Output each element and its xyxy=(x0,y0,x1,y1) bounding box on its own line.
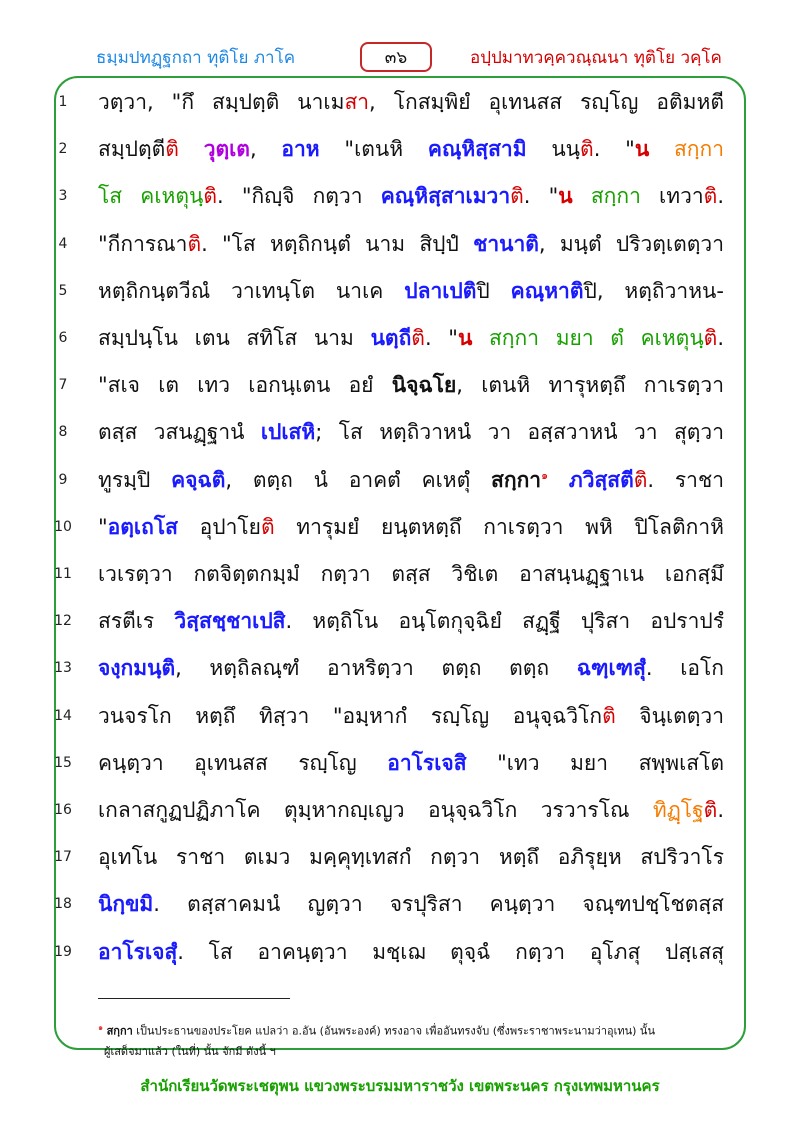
page-number: ๓๖ xyxy=(384,47,408,68)
footnote-text-line2: ผู้เสด็จมาแล้ว (ในที่) นั้น จักมี ดังนี้ ฯ xyxy=(104,1044,276,1058)
line-text xyxy=(98,558,724,591)
text-segment: . xyxy=(717,798,724,822)
text-segment: . " xyxy=(424,326,458,350)
line-text xyxy=(98,936,724,969)
emphasis-word: น xyxy=(634,137,650,162)
emphasis-word: ติ xyxy=(703,798,718,822)
emphasis-word: มยา ตํ คเหตุนฺ xyxy=(539,326,704,350)
line-number: 7 xyxy=(58,377,68,394)
line-number: 12 xyxy=(54,613,72,630)
emphasis-word: วุตฺเต xyxy=(203,137,250,162)
line-text xyxy=(98,416,724,449)
footnote-mark: ๑ xyxy=(98,1023,104,1032)
line-number: 3 xyxy=(58,188,68,205)
footnote-term: สกฺกา xyxy=(106,1024,133,1038)
line-number: 19 xyxy=(54,943,72,960)
text-line xyxy=(0,127,800,173)
text-line xyxy=(0,363,800,409)
line-number: 11 xyxy=(54,566,72,582)
emphasis-word: ติ xyxy=(703,326,718,350)
line-text xyxy=(98,605,724,638)
text-segment: . xyxy=(717,184,724,209)
emphasis-word: คณฺหิสฺสาเมวา xyxy=(380,184,511,209)
line-text xyxy=(98,86,724,119)
line-text xyxy=(98,652,724,685)
text-segment: . xyxy=(717,326,724,350)
header-chapter-title: อปฺปมาทวคฺควณฺณนา ทุติโย วคฺโค xyxy=(470,48,722,68)
text-line xyxy=(0,222,800,268)
emphasis-word: สกฺกา xyxy=(488,326,540,350)
footnote xyxy=(98,1018,718,1062)
text-line xyxy=(0,788,800,834)
line-number: 9 xyxy=(58,471,68,488)
text-segment: วนจรโก หตฺถึ ทิสฺวา "อมฺหากํ รญฺโญ อนุจฺฉวิโก xyxy=(98,703,603,728)
emphasis-word: อาโรเจสิ xyxy=(387,750,467,775)
line-number: 4 xyxy=(58,235,68,252)
emphasis-word: คจฺฉติ xyxy=(171,467,226,492)
line-number: 14 xyxy=(54,707,72,724)
text-segment xyxy=(573,184,591,208)
line-number: 1 xyxy=(58,94,68,110)
text-segment: "กีการณา xyxy=(98,231,188,256)
text-segment xyxy=(472,326,489,350)
emphasis-word: วิสฺสชฺชาเปสิ xyxy=(174,609,286,634)
emphasis-word: ทิฏฺโฐ xyxy=(652,798,704,822)
text-segment: เทวา xyxy=(640,184,704,209)
text-segment: ตสฺส วสนฏฺฐานํ xyxy=(98,420,261,445)
emphasis-word: น xyxy=(558,184,573,209)
emphasis-word: ภวิสฺสตี xyxy=(568,467,634,492)
text-line xyxy=(0,930,800,976)
text-segment: " xyxy=(98,514,108,539)
text-segment: . " xyxy=(523,184,559,209)
text-segment: คนฺตฺวา อุเทนสส รญฺโญ xyxy=(98,750,388,775)
text-segment: สรตีเร xyxy=(98,609,175,634)
emphasis-word: ติ xyxy=(203,184,217,209)
line-text xyxy=(98,841,724,874)
emphasis-word: ปลาเปติ xyxy=(404,278,477,303)
text-segment: นนฺ xyxy=(526,137,581,162)
text-segment: . ราชา xyxy=(647,467,724,492)
text-segment: . ตสฺสาคมนํ ญตฺวา จรปุริสา คนฺตฺวา จณฺฑปชฺโชตสฺส xyxy=(153,892,724,917)
line-text xyxy=(98,228,724,261)
emphasis-word: ติ xyxy=(187,231,202,256)
text-segment: ปิ, หตฺถิวาหน- xyxy=(583,278,724,303)
emphasis-word: นตฺถี xyxy=(370,326,412,350)
line-text xyxy=(98,747,724,780)
line-text xyxy=(98,888,724,921)
text-segment: , มนฺตํ ปริวตฺเตตฺวา xyxy=(538,231,724,256)
text-line xyxy=(0,174,800,220)
emphasis-word: ติ xyxy=(411,326,425,350)
emphasis-word: อาโรเจสุํ xyxy=(98,939,178,964)
line-number: 16 xyxy=(54,802,72,818)
text-line xyxy=(0,505,800,551)
line-number: 10 xyxy=(54,518,72,535)
emphasis-word: ติ xyxy=(165,137,179,162)
text-segment: ทูรมฺปิ xyxy=(98,467,172,492)
emphasis-word: นิกฺขมิ xyxy=(98,892,154,917)
emphasis-word: นิจฺฉโย xyxy=(391,373,457,398)
line-number: 2 xyxy=(58,141,68,158)
text-segment: . "กิญฺจิ กตฺวา xyxy=(216,184,381,209)
line-number: 15 xyxy=(54,754,72,771)
text-line xyxy=(0,410,800,456)
page-number-badge xyxy=(360,42,432,72)
emphasis-word: คณฺหิสฺสามิ xyxy=(427,137,527,162)
emphasis-word: น xyxy=(457,326,473,350)
line-text xyxy=(98,794,724,827)
emphasis-word: ติ xyxy=(703,184,718,209)
text-segment xyxy=(649,137,674,161)
footer-institution: สำนักเรียนวัดพระเชตุพน แขวงพระบรมมหาราชวัง เขตพระนคร กรุงเทพมหานคร xyxy=(140,1077,660,1095)
line-text xyxy=(98,369,724,402)
text-segment: หตฺถิกนฺตวีณํ วาเทนฺโต นาเค xyxy=(98,278,405,303)
text-segment: ปิ xyxy=(476,278,511,303)
text-line xyxy=(0,269,800,315)
text-segment: "เตนหิ xyxy=(319,137,428,162)
emphasis-word: ติ xyxy=(602,703,616,728)
text-line xyxy=(0,694,800,740)
footnote-divider xyxy=(98,998,290,999)
text-segment: , xyxy=(249,137,282,162)
text-segment: สมฺปตฺตี xyxy=(98,137,166,162)
line-number: 6 xyxy=(58,330,68,346)
line-number: 13 xyxy=(54,660,72,677)
text-segment: เกลาสกูฏปฏิภาโค ตุมฺหากญฺเญว อนุจฺฉวิโก วรวารโณ xyxy=(98,798,653,822)
emphasis-word: ๑ xyxy=(541,468,549,482)
header-book-title: ธมฺมปทฏฺฐกถา ทุติโย ภาโค xyxy=(96,48,296,68)
text-segment: , เตนหิ ทารุหตฺถึ กาเรตฺวา xyxy=(456,373,724,398)
line-text xyxy=(98,180,724,213)
text-segment: เวเรตฺวา กตจิตฺตกมฺมํ กตฺวา ตสฺส วิชิเต อาสนฺนฏฺฐาเน เอกสฺมึ xyxy=(98,562,724,586)
text-line xyxy=(0,882,800,928)
line-text xyxy=(98,275,724,308)
text-segment: . " xyxy=(593,137,635,162)
emphasis-word: ติ xyxy=(510,184,524,209)
text-segment: อุเทโน ราชา ตเมว มคฺคุทฺเทสกํ กตฺวา หตฺถึ อภิรุยฺห สปริวาโร xyxy=(98,845,724,870)
line-text xyxy=(98,511,724,544)
text-segment: . โส อาคนฺตฺวา มชฺเฌ ตุจฺฉํ กตฺวา อุโภสุ ปสฺเสสุ xyxy=(177,939,724,964)
text-segment: "เทว มยา สพฺพเสโต xyxy=(466,750,724,775)
emphasis-word: อาห xyxy=(281,137,320,162)
emphasis-word: สกฺกา xyxy=(673,137,724,162)
emphasis-word: คณฺหาติ xyxy=(510,278,584,303)
text-segment: , ตตฺถ นํ อาคตํ คเหตุํ xyxy=(225,467,492,492)
text-segment: ; โส หตฺถิวาหนํ วา อสฺสวาหนํ วา สุตฺวา xyxy=(315,420,724,445)
text-line xyxy=(0,599,800,645)
line-text xyxy=(98,133,724,166)
text-segment: , หตฺถิลณฺฑํ อาหริตฺวา ตตฺถ ตตฺถ xyxy=(175,656,577,681)
text-line xyxy=(0,458,800,504)
line-text xyxy=(98,322,724,355)
emphasis-word: ชานาติ xyxy=(473,231,539,256)
text-segment: สมฺปนฺโน เตน สทิโส นาม xyxy=(98,326,371,350)
emphasis-word: สกฺกา xyxy=(491,467,542,492)
text-segment: "สเจ เต เทว เอกนฺเตน อยํ xyxy=(98,373,392,398)
text-segment xyxy=(548,468,569,492)
emphasis-word: ฉฑฺเฑสุํ xyxy=(576,656,646,681)
emphasis-word: จงฺกมนฺติ xyxy=(98,656,176,681)
emphasis-word: เปเสหิ xyxy=(260,420,316,445)
line-text xyxy=(98,700,724,733)
line-number: 17 xyxy=(54,849,72,866)
emphasis-word: สา xyxy=(344,90,370,114)
emphasis-word: ติ xyxy=(580,137,594,162)
text-segment: วตฺวา, "กึ สมฺปตฺติ นาเม xyxy=(98,90,345,114)
text-segment xyxy=(179,137,204,161)
text-line xyxy=(0,316,800,362)
text-segment: , โกสมฺพิยํ อุเทนสส รญฺโญ อติมหตี xyxy=(369,90,724,114)
emphasis-word: โส คเหตุนฺ xyxy=(98,184,204,209)
text-segment: . หตฺถิโน อนฺโตกุจฺฉิยํ สฏฺฐี ปุริสา อปราปรํ xyxy=(285,609,724,634)
text-line xyxy=(0,835,800,881)
text-line xyxy=(0,80,800,126)
line-text xyxy=(98,464,724,497)
text-segment: จินฺเตตฺวา xyxy=(615,703,724,728)
emphasis-word: อตฺเถโส xyxy=(107,514,178,539)
text-line xyxy=(0,646,800,692)
emphasis-word: สกฺกา xyxy=(590,184,641,209)
text-line xyxy=(0,552,800,598)
emphasis-word: ติ xyxy=(260,514,275,539)
emphasis-word: ติ xyxy=(633,467,648,492)
line-number: 5 xyxy=(58,282,68,299)
text-segment: ทารุมยํ ยนฺตหตฺถึ กาเรตฺวา พหิ ปิโลติกาหิ xyxy=(274,514,724,539)
text-segment: . "โส หตฺถิกนฺตํ นาม สิปฺปํ xyxy=(201,231,474,256)
text-line xyxy=(0,741,800,787)
line-number: 8 xyxy=(58,424,68,441)
text-segment: . เอโก xyxy=(645,656,724,681)
line-number: 18 xyxy=(54,896,72,913)
text-segment: อุปาโย xyxy=(177,514,261,539)
footnote-text-line1: เป็นประธานของประโยค แปลว่า อ.อัน (อันพระองค์) ทรงอาจ เพื่ออันทรงจับ (ซึ่งพระราชาพระนามว่าอุเทน) นั้น xyxy=(132,1024,655,1038)
